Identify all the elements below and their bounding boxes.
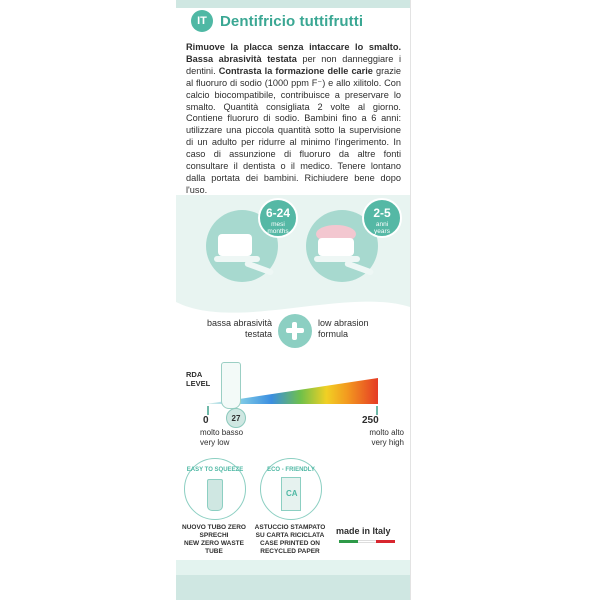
age-range: 6-24 [265,206,291,220]
italian-flag-bar [339,540,395,543]
age-unit-en: months [267,228,289,235]
scale-high-label-en: very high [371,438,404,447]
product-description [186,42,401,197]
description-text-2: grazie al fluoruro di sodio (1000 ppm F⁻) e allo xilitolo. Con calcio biocompatibile, contribuisce a preservare lo smalto. Quantità consigliata 2 volte al giorno. Contiene fluoruro di sodio. Bambini fino a 6 anni: utilizzare una piccola quantità sotto la supervisione di un adulto per ridurre al minimo l'ingerimento. In caso di assunzione di fluoruro da altre fonti consultare il dentista o il medico. Tenere lontano dalla portata dei bambini. Richiudere bene dopo l'uso. [186,65,402,195]
product-title: Dentifricio tuttifrutti [220,12,364,30]
badge-title: ECO - FRIENDLY [267,467,315,473]
flag-white [358,540,377,543]
made-in-italy-label: made in Italy [336,526,391,536]
age-badge-months [258,198,298,238]
box-edge-right [410,0,411,600]
package-panel [176,0,410,600]
caption-en: CASE PRINTED ON RECYCLED PAPER [260,540,320,555]
language-badge: IT [191,10,213,32]
flag-red [376,540,395,543]
age-unit-en: years [374,228,390,235]
age-unit-it: mesi [271,221,285,228]
abrasion-label-en: low abrasion formula [318,318,369,339]
header [191,10,363,32]
flag-green [339,540,358,543]
box-icon-text: CA [286,489,298,498]
abrasion-label-it: bassa abrasività testata [206,318,272,339]
description-bold-2: Contrasta la formazione delle carie [218,65,373,76]
top-band [176,0,410,8]
toothpaste-tube-icon [221,362,241,409]
description-text-1: per non danneggiare i dentini. [186,53,401,76]
tube-icon [207,479,223,511]
caption-it: ASTUCCIO STAMPATO SU CARTA RICICLATA [254,524,326,539]
scale-low-label-en: very low [200,438,230,447]
plus-icon-vertical [292,322,297,340]
caption-en: NEW ZERO WASTE TUBE [184,540,244,555]
rda-level-label: RDA LEVEL [186,370,211,388]
age-badge-years [362,198,402,238]
scale-max-value: 250 [362,415,379,426]
scale-tick-max [376,406,378,415]
description-bold-1: Rimuove la placca senza intaccare lo smalto. Bassa abrasività testata [186,42,401,64]
eco-friendly-badge [260,458,322,520]
age-range: 2-5 [373,206,391,220]
caption-it: NUOVO TUBO ZERO SPRECHI [182,524,246,539]
feature-caption-eco [252,524,328,556]
feature-caption-tube [176,524,252,556]
age-unit-it: anni [375,221,389,228]
scale-high-label-it: molto alto [369,428,404,437]
scale-tick-min [207,406,209,415]
easy-to-squeeze-badge [184,458,246,520]
scale-low-label-it: molto basso [200,428,244,437]
badge-title: EASY TO SQUEEZE [186,467,244,473]
scale-min-value: 0 [203,415,209,426]
rda-value-marker: 27 [226,408,246,428]
bottom-band [176,575,410,600]
